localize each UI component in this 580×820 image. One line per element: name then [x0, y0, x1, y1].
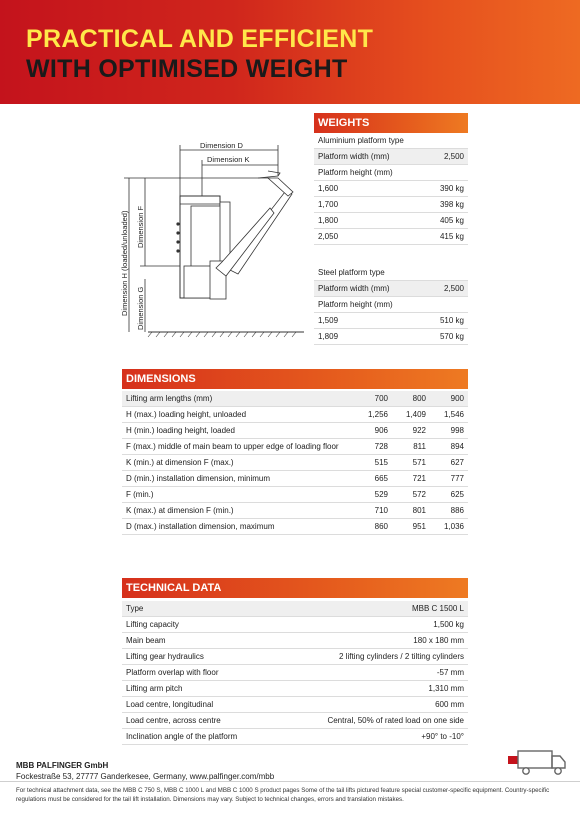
dimension-value: 860 — [374, 521, 388, 531]
dimensions-title: DIMENSIONS — [126, 373, 196, 385]
weights-header — [314, 113, 468, 133]
table-row — [122, 601, 468, 617]
table-row — [314, 229, 468, 245]
dimension-value: 710 — [374, 505, 388, 515]
technical-data-table — [122, 601, 468, 745]
tech-label: Platform overlap with floor — [126, 667, 219, 677]
platform-weight: 405 kg — [439, 215, 464, 225]
aluminium-label-row — [314, 133, 468, 149]
table-row — [314, 213, 468, 229]
dimension-value: 998 — [450, 425, 464, 435]
steel-height-label: Platform height (mm) — [318, 299, 393, 309]
dimension-value: 800 — [412, 393, 426, 403]
footer-company-block — [16, 760, 274, 783]
table-row — [122, 649, 468, 665]
platform-weight: 390 kg — [439, 183, 464, 193]
title-line-1: PRACTICAL AND EFFICIENT — [26, 25, 374, 53]
table-row — [122, 633, 468, 649]
table-row — [122, 617, 468, 633]
tail-lift-diagram — [118, 136, 306, 350]
dimension-value: 515 — [374, 457, 388, 467]
table-row — [122, 423, 468, 439]
dimension-value: 665 — [374, 473, 388, 483]
steel-width-row — [314, 281, 468, 297]
aluminium-width-label: Platform width (mm) — [318, 151, 390, 161]
dimension-label: F (min.) — [126, 489, 154, 499]
weights-table — [314, 133, 468, 345]
dimension-value: 801 — [412, 505, 426, 515]
dimension-value: 900 — [450, 393, 464, 403]
table-row — [122, 455, 468, 471]
table-row — [122, 519, 468, 535]
dimension-value: 572 — [412, 489, 426, 499]
dimension-value: 721 — [412, 473, 426, 483]
footer-disclaimer: For technical attachment data, see the MBB C 750 S, MBB C 1000 L and MBB C 1000 S product pages Some of the tail lifts pictured feature special customer-specific equipment. Country-specific regulations must be considered for the tail lift installation. Dimensions may vary. Subject to technical changes, errors and translation mistakes. — [16, 787, 550, 803]
header-banner — [0, 0, 580, 104]
platform-height: 2,050 — [318, 231, 339, 241]
dimensions-header — [122, 369, 468, 389]
dimension-value: 529 — [374, 489, 388, 499]
dimensions-table — [122, 391, 468, 535]
table-row — [314, 329, 468, 345]
footer-divider — [0, 781, 580, 782]
table-row — [122, 487, 468, 503]
table-row — [122, 729, 468, 745]
tech-label: Load centre, across centre — [126, 715, 221, 725]
tech-value: +90° to -10° — [421, 731, 464, 741]
dimension-label: K (max.) at dimension F (min.) — [126, 505, 234, 515]
steel-width-value: 2,500 — [443, 283, 464, 293]
tech-label: Lifting capacity — [126, 619, 179, 629]
dimension-value: 777 — [450, 473, 464, 483]
dimension-f-label: Dimension F — [136, 205, 145, 248]
dimension-g-label: Dimension G — [136, 286, 145, 330]
dimension-label: D (min.) installation dimension, minimum — [126, 473, 271, 483]
platform-height: 1,700 — [318, 199, 339, 209]
dimension-value: 811 — [413, 441, 426, 451]
tech-label: Main beam — [126, 635, 166, 645]
tech-value: -57 mm — [436, 667, 464, 677]
table-row — [122, 681, 468, 697]
dimension-value: 1,409 — [405, 409, 426, 419]
table-row — [314, 181, 468, 197]
dimension-value: 951 — [412, 521, 426, 531]
table-row — [314, 197, 468, 213]
tech-value: Central, 50% of rated load on one side — [327, 715, 464, 725]
tech-label: Type — [126, 603, 144, 613]
table-row — [122, 503, 468, 519]
dimension-value: 700 — [374, 393, 388, 403]
title-line-2: WITH OPTIMISED WEIGHT — [26, 55, 348, 83]
dimension-value: 906 — [374, 425, 388, 435]
table-row — [314, 313, 468, 329]
dimension-label: Lifting arm lengths (mm) — [126, 393, 213, 403]
table-row — [122, 407, 468, 423]
weights-title: WEIGHTS — [318, 117, 370, 129]
company-name: MBB PALFINGER GmbH — [16, 761, 109, 770]
dimension-label: K (min.) at dimension F (max.) — [126, 457, 234, 467]
dimension-value: 625 — [450, 489, 464, 499]
aluminium-width-row — [314, 149, 468, 165]
dimension-value: 1,036 — [443, 521, 464, 531]
dimension-value: 922 — [412, 425, 426, 435]
platform-weight: 510 kg — [439, 315, 464, 325]
steel-label-row — [314, 265, 468, 281]
dimension-label: D (max.) installation dimension, maximum — [126, 521, 275, 531]
dimension-label: F (max.) middle of main beam to upper edge of loading floor — [126, 441, 339, 451]
table-row — [122, 439, 468, 455]
tech-value: 180 x 180 mm — [413, 635, 464, 645]
platform-weight: 415 kg — [439, 231, 464, 241]
tech-label: Lifting gear hydraulics — [126, 651, 204, 661]
steel-label: Steel platform type — [318, 267, 385, 277]
company-address: Fockestraße 53, 27777 Ganderkesee, Germany, www.palfinger.com/mbb — [16, 772, 275, 781]
dimension-value: 1,256 — [367, 409, 388, 419]
table-row — [122, 665, 468, 681]
tech-label: Lifting arm pitch — [126, 683, 183, 693]
tech-label: Inclination angle of the platform — [126, 731, 238, 741]
platform-weight: 398 kg — [439, 199, 464, 209]
platform-weight: 570 kg — [439, 331, 464, 341]
table-row — [122, 471, 468, 487]
dimension-label: H (max.) loading height, unloaded — [126, 409, 247, 419]
tech-value: 2 lifting cylinders / 2 tilting cylinders — [339, 651, 464, 661]
steel-width-label: Platform width (mm) — [318, 283, 390, 293]
tech-value: MBB C 1500 L — [411, 603, 464, 613]
aluminium-width-value: 2,500 — [443, 151, 464, 161]
dimension-label: H (min.) loading height, loaded — [126, 425, 235, 435]
table-row — [122, 697, 468, 713]
dimension-value: 886 — [450, 505, 464, 515]
dimension-d-label: Dimension D — [200, 141, 243, 150]
dimension-value: 627 — [450, 457, 464, 467]
dimension-value: 571 — [412, 457, 426, 467]
steel-height-row — [314, 297, 468, 313]
tech-value: 600 mm — [435, 699, 464, 709]
table-row — [122, 391, 468, 407]
aluminium-height-row — [314, 165, 468, 181]
truck-icon — [506, 748, 570, 778]
tech-label: Load centre, longitudinal — [126, 699, 214, 709]
dimension-k-label: Dimension K — [207, 155, 250, 164]
platform-height: 1,600 — [318, 183, 339, 193]
dimension-value: 1,546 — [443, 409, 464, 419]
table-row — [122, 713, 468, 729]
dimension-value: 728 — [374, 441, 388, 451]
platform-height: 1,800 — [318, 215, 339, 225]
aluminium-height-label: Platform height (mm) — [318, 167, 393, 177]
dimension-value: 894 — [450, 441, 464, 451]
dimension-h-label: Dimension H (loaded/unloaded) — [120, 210, 129, 316]
aluminium-label: Aluminium platform type — [318, 135, 404, 145]
tech-value: 1,310 mm — [428, 683, 464, 693]
platform-height: 1,809 — [318, 331, 339, 341]
platform-height: 1,509 — [318, 315, 339, 325]
weights-spacer — [314, 245, 468, 265]
tech-value: 1,500 kg — [433, 619, 464, 629]
technical-data-header — [122, 578, 468, 598]
technical-data-title: TECHNICAL DATA — [126, 582, 222, 594]
